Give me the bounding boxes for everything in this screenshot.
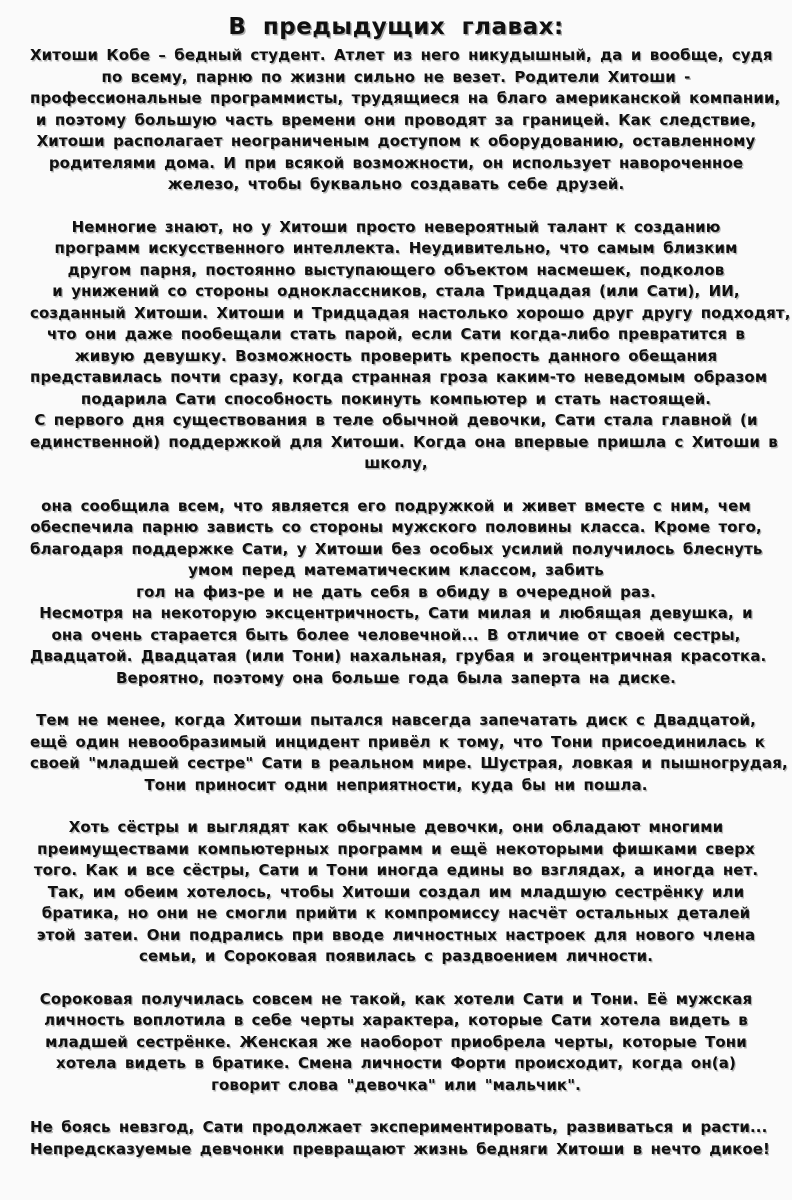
text-line: другом парня, постоянно выступающего объектом насмешек, подколов — [67, 260, 725, 279]
text-line: Не боясь невзгод, Сати продолжает экспериментировать, развиваться и расти... — [30, 1118, 768, 1136]
text-line: Вероятно, поэтому она больше года была заперта на диске. — [116, 668, 676, 687]
text-line: и унижений со стороны одноклассников, стала Тридцадая (или Сати), ИИ, — [52, 282, 740, 300]
text-line: программ искусственного интеллекта. Неудивительно, что самым близким — [54, 239, 738, 257]
text-line: благодаря поддержке Сати, у Хитоши без особых усилий получилось блеснуть — [30, 539, 763, 558]
paragraph — [30, 496, 767, 690]
text-line: того. Как и все сёстры, Сати и Тони иногда едины во взглядах, а иногда нет. — [33, 861, 759, 879]
text-line: этой затеи. Они подрались при вводе личностных настроек для нового члена — [36, 925, 756, 944]
text-line: профессиональные программисты, трудящиеся на благо американской компании, — [30, 89, 781, 107]
text-line: Тем не менее, когда Хитоши пытался навсегда запечатать диск с Двадцатой, — [36, 711, 756, 729]
text-line: С первого дня существования в теле обычной девочки, Сати стала главной (и — [34, 411, 758, 429]
text-line: единственной) поддержкой для Хитоши. Когда она впервые пришла с Хитоши в — [30, 432, 778, 451]
text-line: представилась почти сразу, когда странная гроза каким-то неведомым образом — [30, 368, 768, 386]
paragraph — [30, 989, 762, 1097]
text-line: говорит слова "девочка" или "мальчик". — [211, 1075, 581, 1094]
text-line: обеспечила парню зависть со стороны мужского половины класса. Кроме того, — [30, 518, 762, 536]
text-line: школу, — [364, 454, 428, 472]
text-line: Тони приносит одни неприятности, куда бы ни пошла. — [144, 775, 648, 794]
paragraph — [30, 817, 762, 968]
text-line: братика, но они не смогли прийти к компромиссу насчёт остальных деталей — [41, 904, 751, 922]
text-line: и поэтому большую часть времени они проводят за границей. Как следствие, — [35, 110, 757, 129]
text-line: Двадцатой. Двадцатая (или Тони) нахальная, грубая и эгоцентричная красотка. — [30, 647, 767, 665]
text-line: живую девушку. Возможность проверить крепость данного обещания — [74, 346, 718, 365]
text-line: по всему, парню по жизни сильно не везет. Родители Хитоши - — [101, 67, 691, 86]
paragraph — [30, 45, 781, 196]
text-line: Хоть сёстры и выглядят как обычные девочки, они обладают многими — [68, 818, 724, 836]
text-line: Сороковая получилась совсем не такой, как хотели Сати и Тони. Её мужская — [39, 989, 753, 1008]
text-line: Хитоши Кобе – бедный студент. Атлет из него никудышный, да и вообще, судя — [30, 46, 773, 64]
text-line: семьи, и Сороковая появилась с раздвоением личности. — [138, 947, 654, 965]
text-line: преимуществами компьютерных программ и ещё некоторыми фишками сверх — [37, 839, 755, 858]
text-line: Так, им обеим хотелось, чтобы Хитоши создал им младшую сестрёнку или — [47, 882, 745, 901]
paragraph — [30, 1117, 770, 1160]
paragraph — [30, 710, 788, 796]
text-line: она очень старается быть более человечной... В отличие от своей сестры, — [51, 625, 741, 644]
text-line: Хитоши располагает неограниченым доступом к оборудованию, оставленному — [36, 132, 756, 150]
text-line: ещё один невообразимый инцидент привёл к тому, что Тони присоединилась к — [30, 732, 766, 751]
text-line: личность воплотила в себе черты характера, которые Сати хотела видеть в — [44, 1011, 748, 1029]
text-line: что они даже пообещали стать парой, если Сати когда-либо превратится в — [47, 325, 745, 343]
text-line: Немногие знают, но у Хитоши просто невероятный талант к созданию — [71, 217, 721, 236]
text-line: она сообщила всем, что является его подружкой и живет вместе с ним, чем — [41, 496, 751, 515]
text-line: своей "младшей сестре" Сати в реальном мире. Шустрая, ловкая и пышногрудая, — [30, 754, 788, 772]
text-line: железо, чтобы буквально создавать себе друзей. — [167, 175, 625, 193]
paragraph — [30, 217, 791, 475]
text-line: созданный Хитоши. Хитоши и Тридцадая настолько хорошо друг другу подходят, — [30, 303, 791, 322]
paragraph-container — [30, 45, 791, 1160]
text-line: умом перед математическим классом, забить — [188, 561, 604, 579]
page-title: В предыдущих главах: — [228, 14, 564, 40]
text-line: хотела видеть в братике. Смена личности Форти происходит, когда он(а) — [56, 1054, 736, 1072]
text-line: гол на физ-ре и не дать себя в обиду в очередной раз. — [136, 582, 656, 601]
text-line: подарила Сати способность покинуть компьютер и стать настоящей. — [80, 389, 712, 408]
text-line: младшей сестрёнке. Женская же наоборот приобрела черты, которые Тони — [45, 1032, 747, 1051]
text-line: родителями дома. И при всякой возможности, он использует навороченное — [48, 153, 744, 172]
text-line: Несмотря на некоторую эксцентричность, Сати милая и любящая девушка, и — [39, 604, 753, 622]
text-line: Непредсказуемые девчонки превращают жизнь бедняги Хитоши в нечто дикое! — [30, 1139, 770, 1158]
